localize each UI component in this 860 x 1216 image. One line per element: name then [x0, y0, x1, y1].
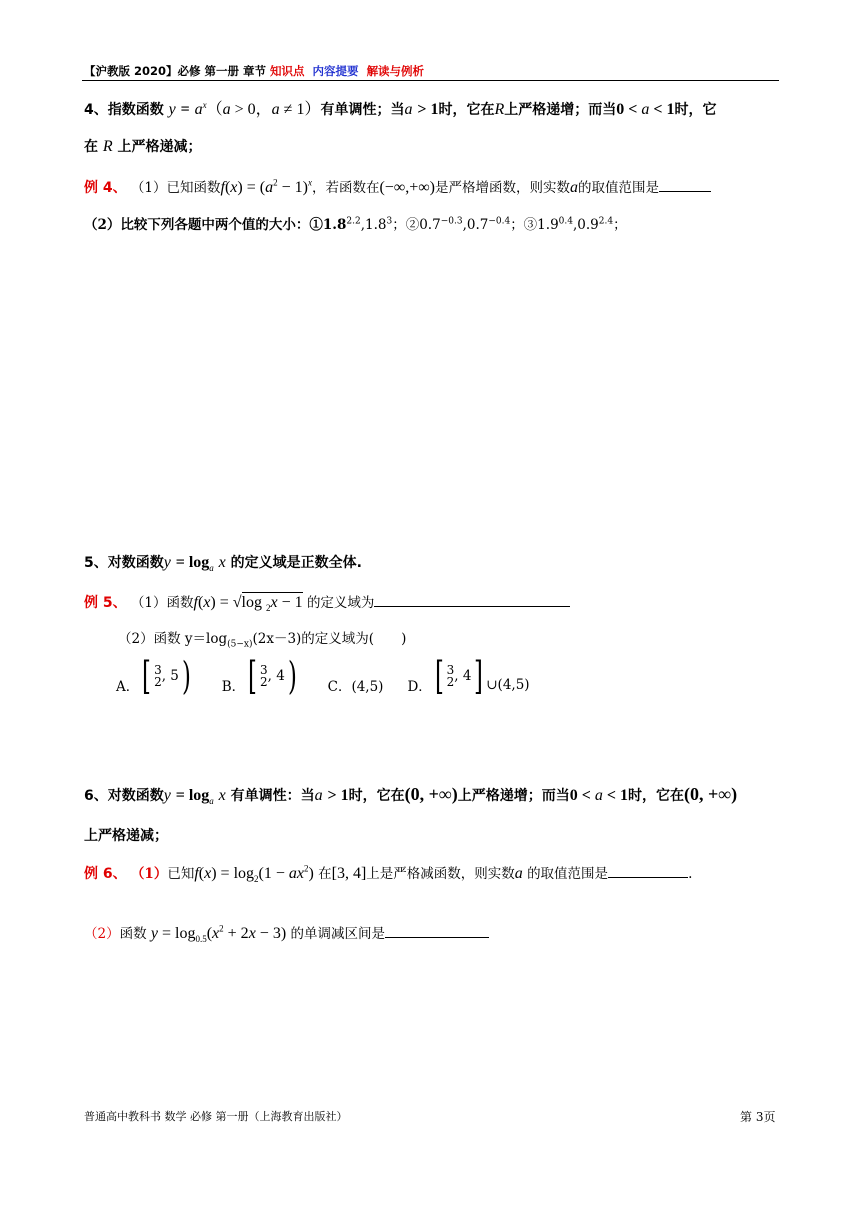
- bracket-open-icon: [: [142, 654, 152, 698]
- header-analysis: 解读与例析: [366, 64, 425, 78]
- example-6-p1-mid: 在: [318, 866, 332, 882]
- example-6-p2-end: 的单调减区间是: [290, 926, 385, 942]
- footer-book-title: 普通高中教科书 数学 必修 第一册（上海教育出版社）: [84, 1110, 348, 1123]
- exp-4: −0.4: [488, 216, 511, 227]
- example-5-p1-end: 的定义域为: [306, 595, 375, 611]
- example-5-options: A． [ 3 2 , 5 ) B． [ 3 2 , 4 ) C．(4,5) D． [ 3 2 , 4 ] ∪(4,5): [116, 654, 530, 698]
- page-header: [84, 63, 424, 79]
- example-4-part-2: [84, 213, 627, 233]
- section-5-title: 5、对数函数: [84, 555, 164, 571]
- bracket-open-icon: [: [434, 654, 444, 698]
- example-6-p1-num: （1）: [130, 866, 168, 882]
- example-6-p1-end: 上是严格减函数，则实数: [366, 866, 515, 882]
- example-4-p1-tail: 的取值范围是: [577, 180, 659, 196]
- example-6-p2-num: （2）: [84, 926, 120, 942]
- option-b-label[interactable]: B．: [221, 679, 246, 695]
- p2-b: ,1.8: [360, 217, 387, 233]
- exp-3: −0.3: [440, 216, 463, 227]
- example-4-p2-text: （2）比较下列各题中两个值的大小：①1.8: [84, 217, 347, 233]
- section-4-text-d: 时，它: [674, 102, 717, 118]
- answer-blank[interactable]: [385, 923, 489, 938]
- example-6-part-1: 例 6、 （1）已知$f(x) = \log_2(1 - ax^2)$ 在[3, 4]上是严格减函数，则实数a 的取值范围是 .: [84, 863, 693, 885]
- example-4-label: 例 4、: [84, 180, 127, 196]
- example-4-p1-mid: ，若函数在: [311, 180, 380, 196]
- section-4-text-c: 上严格递增；而当: [504, 102, 617, 118]
- section-6-text-a: 有单调性：当: [230, 788, 315, 804]
- section-6-text-c: 上严格递增；而当: [457, 788, 570, 804]
- example-5-label: 例 5、: [84, 595, 127, 611]
- bracket-close-icon: ): [287, 654, 297, 698]
- example-5-part-2: [118, 627, 406, 650]
- section-4-text-a: 有单调性；当: [320, 102, 405, 118]
- section-4-title: 4、指数函数: [84, 102, 169, 118]
- header-summary: 内容提要: [312, 64, 359, 78]
- answer-blank[interactable]: [374, 592, 570, 607]
- example-6-p1-prefix: 已知: [167, 866, 195, 882]
- section-6-text-d: 时，它在: [627, 788, 684, 804]
- section-6-line-1: 6、对数函数$y = \log_a x$ 有单调性：当a > 1时，它在(0, +∞)上严格递增；而当0 < a < 1时，它在(0, +∞): [84, 784, 738, 806]
- example-5-p1-prefix: （1）函数: [130, 595, 194, 611]
- example-4-p1-end: 是严格增函数，则实数: [434, 180, 570, 196]
- section-5-line: 5、对数函数$y = \log_a x$ 的定义域是正数全体.: [84, 554, 362, 573]
- example-5-p2-end: (2x－3)的定义域为( ): [252, 631, 407, 647]
- option-a-label[interactable]: A．: [116, 679, 140, 695]
- exp-6: 2.4: [598, 216, 614, 227]
- example-4-p1-prefix: （1）已知函数: [130, 180, 221, 196]
- p2-c: ；②0.7: [392, 217, 441, 233]
- example-5-p2-text: （2）函数 y＝log: [118, 631, 228, 647]
- option-d-label[interactable]: D．: [407, 679, 432, 695]
- section-6-text-b: 时，它在: [348, 788, 405, 804]
- example-5-p2-sub: (5−x): [227, 639, 253, 650]
- exp-2: 3: [386, 216, 393, 227]
- section-6-title: 6、对数函数: [84, 788, 164, 804]
- section-4-line-2: 在 R 上严格递减；: [84, 138, 202, 155]
- exp-1: 2.2: [346, 216, 361, 227]
- header-rule: [82, 80, 779, 81]
- bracket-open-icon: [: [248, 654, 258, 698]
- answer-blank[interactable]: [659, 177, 711, 192]
- bracket-close-icon: ): [181, 654, 191, 698]
- p2-g: ；: [613, 217, 627, 233]
- example-5-part-1: 例 5、 （1）函数f(x) = √log $_2$x − 1 的定义域为: [84, 591, 570, 613]
- example-6-label: 例 6、: [84, 866, 127, 882]
- exp-5: 0.4: [558, 216, 573, 227]
- option-c-label[interactable]: C．(4,5): [327, 679, 384, 695]
- section-4-text-b: 时，它在: [438, 102, 495, 118]
- example-6-p1-tail: 的取值范围是: [527, 866, 609, 882]
- section-6-line2-text: 上严格递减；: [84, 828, 168, 844]
- section-5-text: 的定义域是正数全体.: [230, 555, 362, 571]
- section-6-line-2: [84, 825, 168, 845]
- p2-d: ,0.7: [462, 217, 489, 233]
- section-4-line2-text: 上严格递减；: [117, 139, 202, 155]
- example-6-part-2: （2）函数 $y = \log_{0.5}(x^2 + 2x - 3)$ 的单调减区间是: [84, 922, 489, 944]
- footer-page-number: 第 3页: [740, 1110, 776, 1124]
- header-series: 【沪教版 2020】必修 第一册 章节: [84, 64, 271, 78]
- example-6-p2-prefix: 函数: [119, 926, 147, 942]
- section-4-line-1: 4、指数函数 $y = a^x(a > 0$，a ≠ 1）有单调性；当a > 1时，它在R上严格递增；而当0 < a < 1时，它: [84, 100, 717, 118]
- option-d-tail: ∪(4,5): [486, 677, 530, 693]
- p2-f: ,0.9: [573, 217, 599, 233]
- p2-e: ；③1.9: [510, 217, 559, 233]
- answer-blank[interactable]: [608, 863, 688, 878]
- example-4-part-1: 例 4、 （1）已知函数$f(x) = (a^2 - 1)^x$，若函数在(−∞,+∞)是严格增函数，则实数a的取值范围是: [84, 176, 711, 197]
- bracket-close-icon: ]: [474, 654, 484, 698]
- header-knowledge: 知识点: [270, 64, 305, 78]
